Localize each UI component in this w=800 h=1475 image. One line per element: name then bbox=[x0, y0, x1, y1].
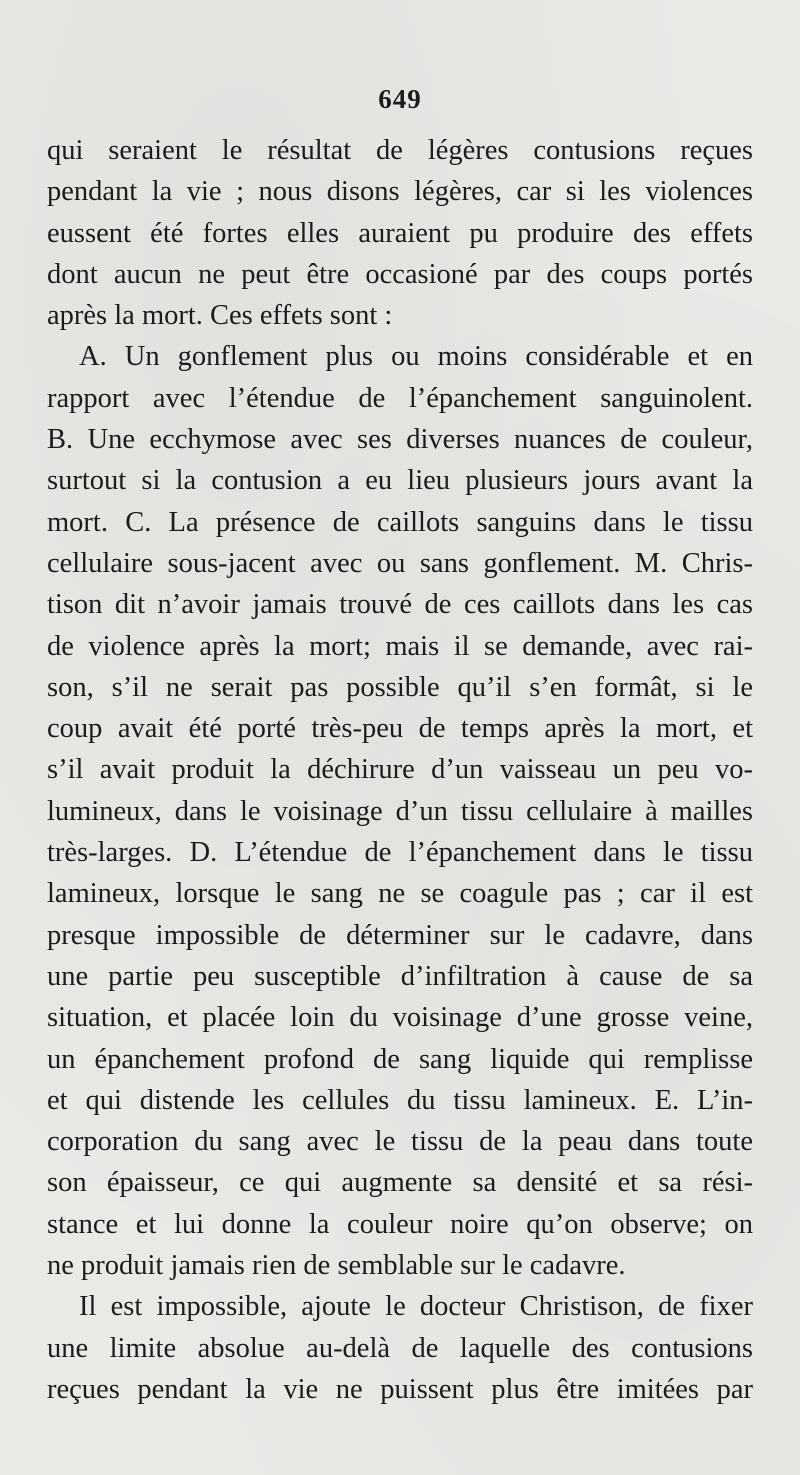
text-line: stance et lui donne la couleur noire qu’on observe; on bbox=[47, 1208, 753, 1240]
text-line: situation, et placée loin du voisinage d’une grosse veine, bbox=[47, 1002, 753, 1034]
text-line: rapport avec l’étendue de l’épanchement sanguinolent. bbox=[47, 382, 753, 414]
text-line: cellulaire sous-jacent avec ou sans gonflement. M. Chris- bbox=[47, 547, 753, 579]
text-line: une limite absolue au-delà de laquelle des contusions bbox=[47, 1332, 753, 1364]
text-line: surtout si la contusion a eu lieu plusieurs jours avant la bbox=[47, 465, 753, 497]
text-line: qui seraient le résultat de légères contusions reçues bbox=[47, 135, 753, 166]
text-line: un épanchement profond de sang liquide qui remplisse bbox=[47, 1043, 753, 1075]
text-line: très-larges. D. L’étendue de l’épanchement dans le tissu bbox=[47, 837, 753, 869]
text-line: B. Une ecchymose avec ses diverses nuances de couleur, bbox=[47, 424, 753, 456]
text-line: son épaisseur, ce qui augmente sa densité et sa rési- bbox=[47, 1167, 753, 1199]
text-line: de violence après la mort; mais il se demande, avec rai- bbox=[47, 630, 753, 662]
text-line: reçues pendant la vie ne puissent plus être imitées par bbox=[47, 1373, 753, 1405]
text-line: dont aucun ne peut être occasioné par des coups portés bbox=[47, 258, 753, 290]
text-line: coup avait été porté très-peu de temps après la mort, et bbox=[47, 713, 753, 745]
text-line: mort. C. La présence de caillots sanguins dans le tissu bbox=[47, 506, 753, 538]
text-line: pendant la vie ; nous disons légères, car si les violences bbox=[47, 176, 753, 208]
text-line: après la mort. Ces effets sont : bbox=[47, 300, 393, 332]
text-line: A. Un gonflement plus ou moins considérable et en bbox=[79, 341, 753, 373]
text-line: son, s’il ne serait pas possible qu’il s’en formât, si le bbox=[47, 671, 753, 703]
text-line: une partie peu susceptible d’infiltration à cause de sa bbox=[47, 960, 753, 992]
text-line: corporation du sang avec le tissu de la peau dans toute bbox=[47, 1126, 753, 1158]
text-line: eussent été fortes elles auraient pu produire des effets bbox=[47, 217, 753, 249]
page-number: 649 bbox=[378, 84, 422, 114]
text-line: Il est impossible, ajoute le docteur Christison, de fixer bbox=[79, 1291, 753, 1323]
text-line: tison dit n’avoir jamais trouvé de ces caillots dans les cas bbox=[47, 589, 753, 621]
text-line: lumineux, dans le voisinage d’un tissu cellulaire à mailles bbox=[47, 795, 753, 827]
text-line: et qui distende les cellules du tissu lamineux. E. L’in- bbox=[47, 1084, 753, 1116]
text-line: lamineux, lorsque le sang ne se coagule pas ; car il est bbox=[47, 878, 753, 910]
body-text bbox=[47, 130, 753, 1410]
text-line: ne produit jamais rien de semblable sur le cadavre. bbox=[47, 1250, 626, 1282]
text-line: presque impossible de déterminer sur le cadavre, dans bbox=[47, 919, 753, 951]
text-line: s’il avait produit la déchirure d’un vaisseau un peu vo- bbox=[47, 754, 753, 786]
